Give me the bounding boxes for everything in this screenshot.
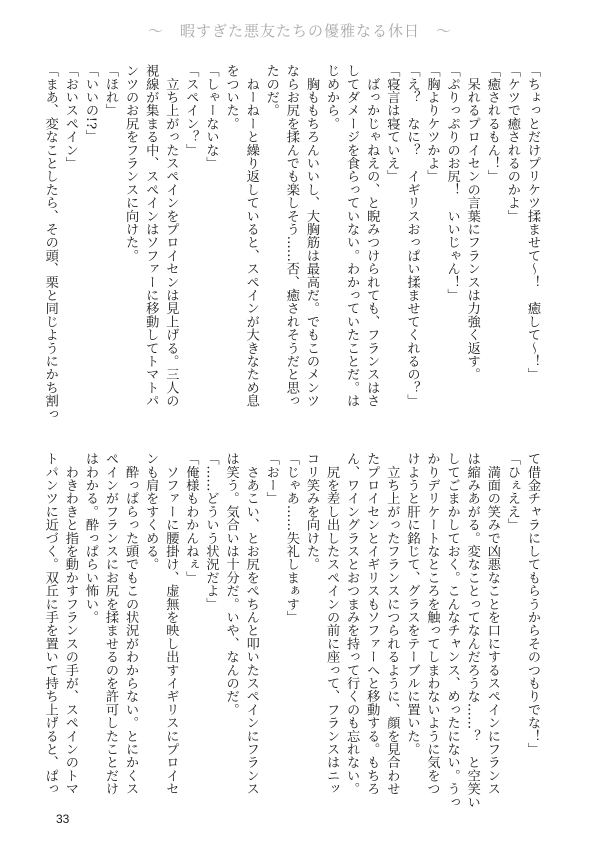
- text-line: 胸ももちろんいいし、大胸筋は最高だ。でもこのメンツ: [303, 64, 319, 408]
- text-line: ペインがフランスにお尻を揉ませるのを許可したことだけ: [103, 452, 119, 796]
- text-line: 「しゃーないな」: [203, 64, 219, 170]
- text-line: ならお尻を揉んでも楽しそう……否、癒されそうだと思っ: [283, 64, 299, 408]
- text-line: 尻を差し出したスペインの前に座って、フランスはニッ: [324, 452, 340, 796]
- text-line: たプロイセンとイギリスもソファーへと移動する。もちろ: [364, 452, 380, 796]
- text-line: 「え？ なに？ イギリスおっぱい揉ませてくれるの？」: [404, 64, 420, 408]
- text-line: けようと肝に銘じて、グラスをテーブルに置いた。: [404, 452, 420, 756]
- text-line: 「じゃあ……失礼しまぁす」: [283, 452, 299, 624]
- text-line: ンも肩をすくめる。: [143, 452, 159, 571]
- text-line: 「ケツで癒されるのかよ」: [504, 64, 520, 223]
- text-line: は縮みあがる。変なことってなんだろうな……？ と空笑い: [464, 452, 480, 809]
- upper-text-block: [42, 64, 542, 421]
- text-line: 酔っぱらった頭でもこの状況がわからない。とにかくス: [123, 452, 139, 796]
- text-line: はわかる。酔っぱらい怖い。: [82, 452, 98, 624]
- text-line: トパンツに近づく。双丘に手を置いて持ち上げると、ぱっ: [42, 452, 58, 796]
- text-line: 「ひぇええ」: [504, 452, 520, 532]
- text-line: 「ほれ」: [103, 64, 119, 117]
- text-line: ねーねーと繰り返していると、スペインが大きなため息: [243, 64, 259, 408]
- text-line: さあこい、とお尻をぺちんと叩いたスペインにフランス: [243, 452, 259, 796]
- text-line: 視線が集まる中、スペインはソファーに移動してトマトパ: [143, 64, 159, 408]
- text-line: ん、ワイングラスとおつまみを持って行くのも忘れない。: [344, 452, 360, 796]
- text-line: 「俺様もわかんねぇ」: [183, 452, 199, 584]
- text-line: をついた。: [223, 64, 239, 130]
- text-line: 立ち上がったスペインをプロイセンは見上げる。三人の: [163, 64, 179, 408]
- text-line: 「まあ、変なことしたら、その頭、栗と同じようにかち割っ: [42, 64, 58, 421]
- text-line: 「スペイン？」: [183, 64, 199, 157]
- text-line: 立ち上がったフランスにつられるように、顔を見合わせ: [384, 452, 400, 796]
- text-line: たのだ。: [263, 64, 279, 117]
- text-line: は笑う。気合いは十分だ。いや、なんのだ。: [223, 452, 239, 716]
- text-line: 「いいの!?」: [82, 64, 98, 143]
- page-number: 33: [56, 812, 70, 826]
- lower-text-block: [42, 452, 542, 809]
- text-line: じめから。: [324, 64, 340, 130]
- page-header-title: 〜 暇すぎた悪友たちの優雅なる休日 〜: [147, 22, 452, 40]
- text-line: ソファーに腰掛け、虚無を映し出すイギリスにプロイセ: [163, 452, 179, 796]
- text-line: 「ぷりっぷりのお尻！ いいじゃん！」: [444, 64, 460, 302]
- text-line: してごまかしておく。こんなチャンス、めったにない。うっ: [444, 452, 460, 809]
- text-line: て借金チャラにしてもらうからそのつもりでな！」: [525, 452, 540, 756]
- text-line: かりデリケートなところを触ってしまわないように気をつ: [424, 452, 440, 796]
- text-line: 「おいスペイン」: [62, 64, 78, 170]
- text-line: 「おー」: [263, 452, 279, 505]
- text-line: 「癒されるもん！」: [484, 64, 500, 183]
- text-line: 満面の笑みで凶悪なことを口にするスペインにフランス: [484, 452, 500, 796]
- text-line: わきわきと指を動かすフランスの手が、スペインのトマ: [62, 452, 78, 796]
- text-line: 「……どういう状況だよ」: [203, 452, 219, 611]
- text-line: コリ笑みを向けた。: [303, 452, 319, 571]
- text-line: 「寝言は寝ていえ」: [384, 64, 400, 183]
- text-line: 「ちょっとだけプリケツ揉ませて〜！ 癒して〜！」: [525, 64, 540, 381]
- text-line: 「胸よりケツかよ」: [424, 64, 440, 183]
- text-line: してダメージを食らっていない。わかっていたことだ。は: [344, 64, 360, 408]
- text-line: ンツのお尻をフランスに向けた。: [123, 64, 139, 262]
- text-line: 呆れるプロイセンの言葉にフランスは力強く返す。: [464, 64, 480, 381]
- text-line: ばっかじゃねえの、と睨みつけられても、フランスはさ: [364, 64, 380, 408]
